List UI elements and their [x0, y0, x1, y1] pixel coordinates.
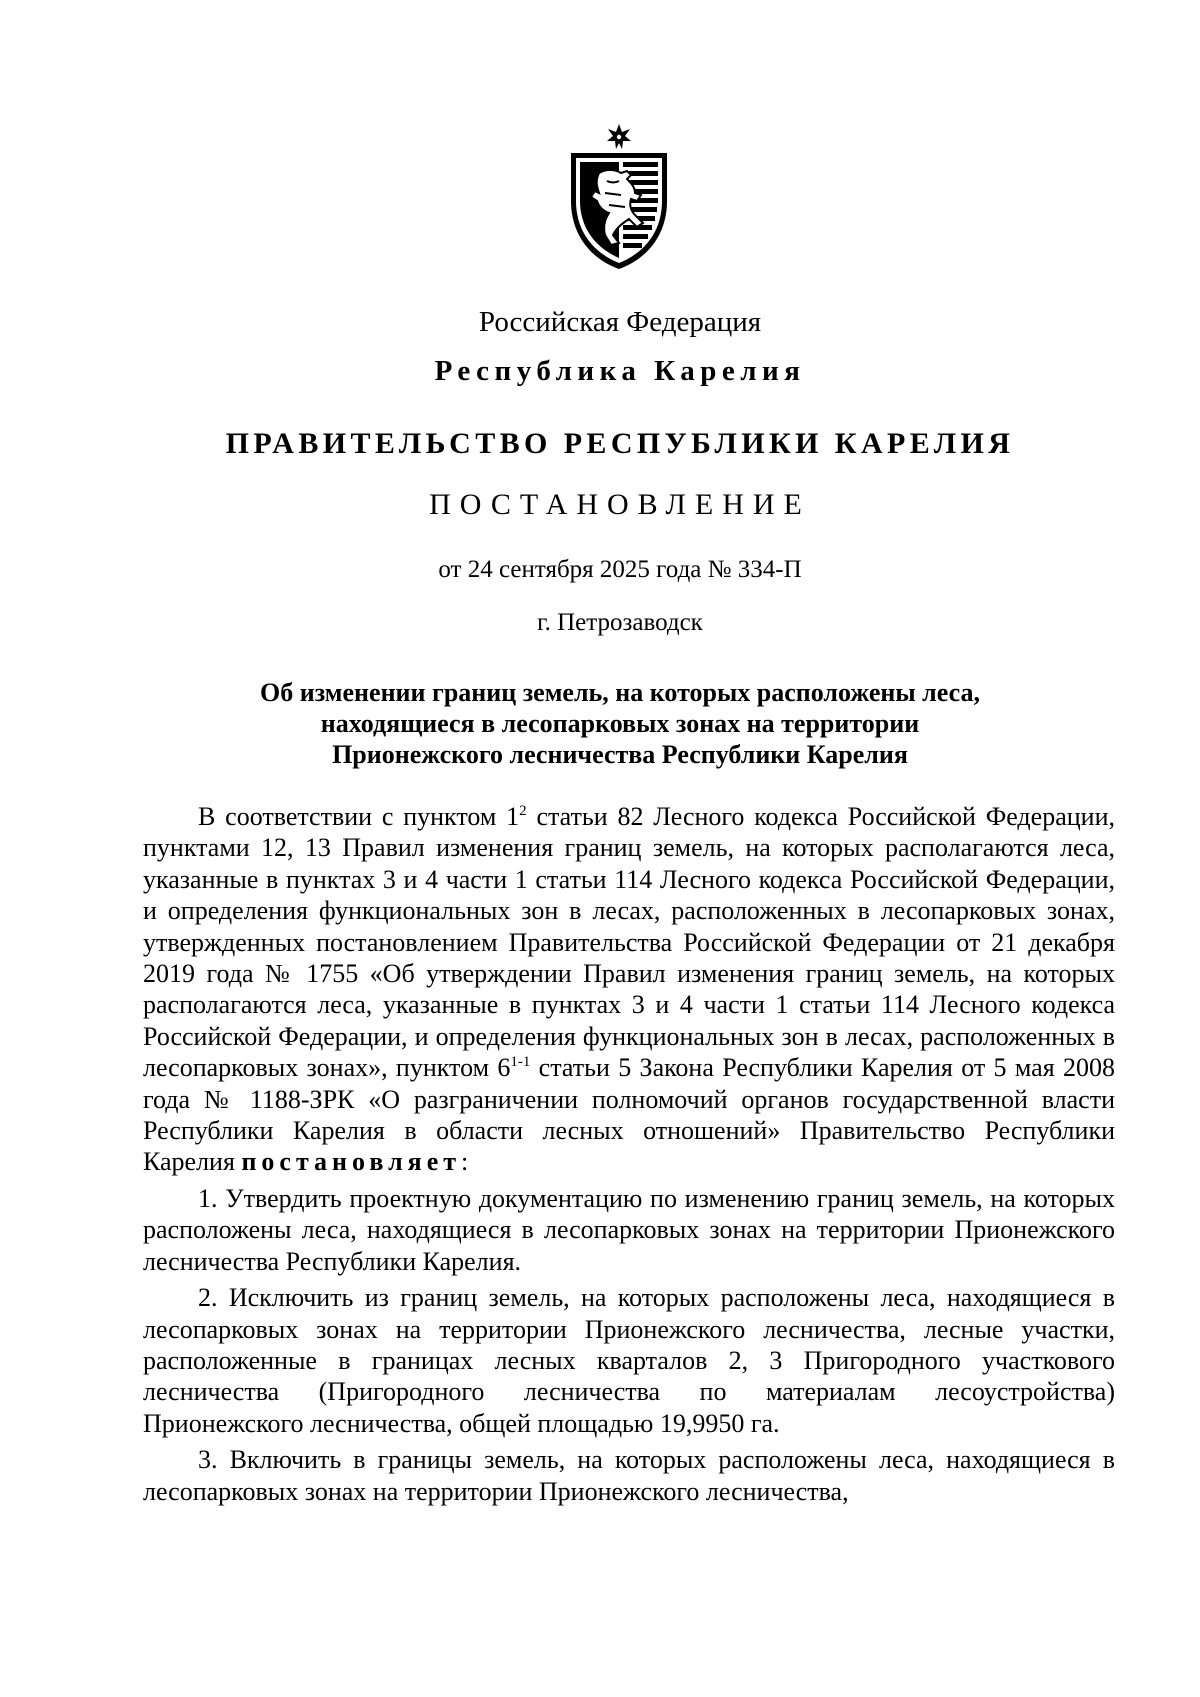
document-city: г. Петрозаводск	[537, 609, 703, 636]
preamble-text: В соответствии с пунктом 1	[198, 802, 520, 831]
document-body	[143, 801, 1115, 1507]
list-item: 1. Утвердить проектную документацию по изменению границ земель, на которых расположены леса, находящиеся в лесопарковых зонах на территории Прионежского лесничества Республики Карелия.	[143, 1183, 1115, 1276]
government-heading: ПРАВИТЕЛЬСТВО РЕСПУБЛИКИ КАРЕЛИЯ	[225, 427, 1015, 460]
preamble-paragraph	[143, 801, 1115, 1178]
title-line: Прионежского лесничества Республики Карелия	[332, 740, 908, 769]
title-line: Об изменении границ земель, на которых расположены леса,	[260, 678, 980, 707]
list-item: 2. Исключить из границ земель, на которых расположены леса, находящиеся в лесопарковых зонах на территории Прионежского лесничества, лесные участки, расположенные в границах лесных кварталов 2, 3 Пригородного участкового лесничества (Пригородного лесничества по материалам лесоустройства) Прионежского лесничества, общей площадью 19,9950 га.	[143, 1283, 1115, 1438]
document-type-heading: ПОСТАНОВЛЕНИЕ	[429, 488, 811, 521]
list-item: 3. Включить в границы земель, на которых расположены леса, находящиеся в лесопарковых зонах на территории Прионежского лесничества,	[143, 1445, 1115, 1506]
preamble-text: статьи 82 Лесного кодекса Российской Федерации, пунктами 12, 13 Правил изменения границ земель, на которых располагаются леса, указанные в пунктах 3 и 4 части 1 статьи 114 Лесного кодекса Российской Федерации, и определения функциональных зон в лесах, расположенных в лесопарковых зонах, утвержденных постановлением Правительства Российской Федерации от 21 декабря 2019 года № 1755 «Об утверждении Правил изменения границ земель, на которых располагаются леса, указанные в пунктах 3 и 4 части 1 статьи 114 Лесного кодекса Российской Федерации, и определения функциональных зон в лесах, расположенных в лесопарковых зонах», пунктом 6	[143, 802, 1115, 1083]
preamble-colon: :	[461, 1147, 469, 1177]
star-icon	[607, 124, 631, 149]
preamble-text: статьи 5 Закона Республики Карелия от 5 мая 2008 года № 1188-ЗРК «О разграничении полномочий органов государственной власти Республики Карелия в области лесных отношений» Правительство Республики Карелия	[143, 1053, 1115, 1177]
superscript: 1-1	[510, 1054, 531, 1071]
republic-heading: Республика Карелия	[434, 355, 806, 387]
document-date-number: от 24 сентября 2025 года № 334-П	[438, 556, 802, 583]
superscript: 2	[519, 803, 527, 819]
federation-heading: Российская Федерация	[478, 306, 762, 338]
coat-of-arms-emblem	[565, 123, 673, 271]
document-title	[120, 677, 1120, 770]
decree-word: постановляет	[241, 1147, 462, 1177]
title-line: находящиеся в лесопарковых зонах на территории	[320, 709, 920, 738]
